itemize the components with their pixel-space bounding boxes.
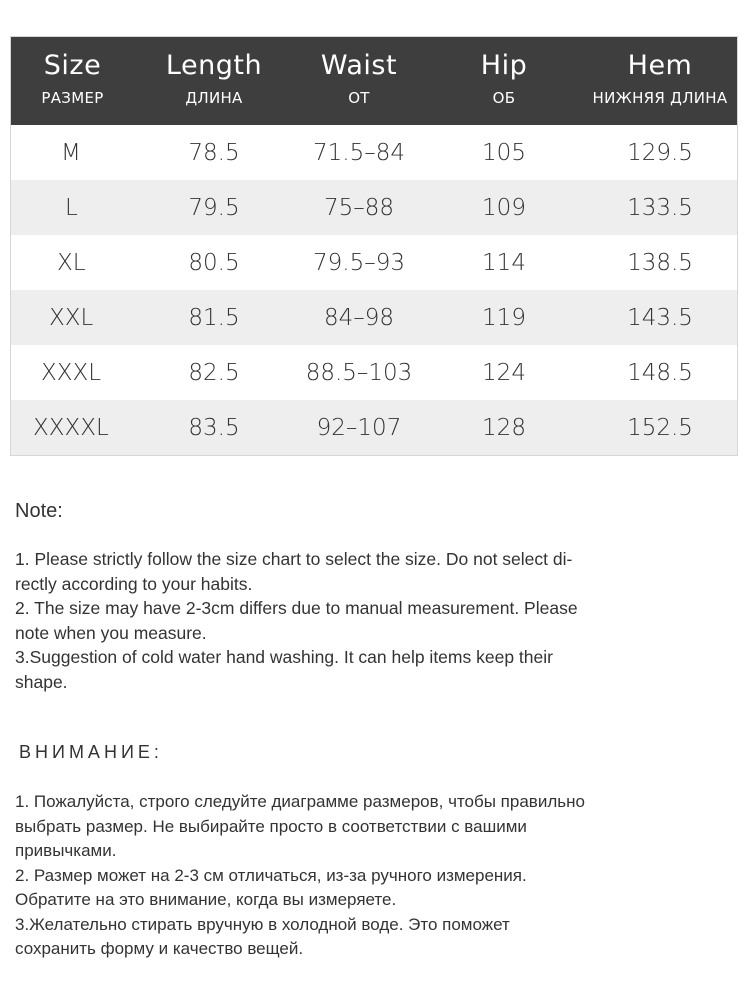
ru-note-line: Обратите на это внимание, когда вы измеряете.: [15, 890, 397, 909]
hem-cell: 148.5: [627, 359, 693, 386]
header-label-en: Waist: [320, 50, 398, 81]
ru-note-line: 2. Размер может на 2-3 см отличаться, из-за ручного измерения.: [15, 865, 527, 885]
hem-cell: 133.5: [627, 194, 693, 221]
waist-cell: 88.5–103: [305, 359, 413, 386]
length-cell: 83.5: [188, 414, 240, 441]
hem-cell: 143.5: [627, 304, 693, 331]
length-cell: 79.5: [188, 194, 240, 221]
ru-note-body: [15, 790, 730, 962]
size-cell: XXL: [49, 304, 94, 331]
header-label-ru: ОТ: [348, 89, 370, 107]
table-row: [11, 235, 737, 290]
ru-note-line: 1. Пожалуйста, строго следуйте диаграмме размеров, чтобы правильно: [15, 792, 585, 811]
header-label-en: Hip: [480, 50, 528, 81]
table-row: [11, 290, 737, 345]
waist-cell: 79.5–93: [313, 249, 405, 276]
header-label-ru: ОБ: [492, 89, 516, 107]
length-cell: 81.5: [188, 304, 240, 331]
hem-cell: 129.5: [627, 139, 693, 166]
note-line: 3.Suggestion of cold water hand washing. It can help items keep their: [15, 647, 553, 667]
hip-cell: 124: [482, 359, 526, 386]
header-hem: [584, 37, 736, 125]
header-size: [11, 37, 134, 125]
ru-note-line: сохранить форму и качество вещей.: [15, 939, 304, 958]
length-cell: 82.5: [188, 359, 240, 386]
header-waist: [294, 37, 424, 125]
table-row: [11, 125, 737, 180]
russian-note: [15, 742, 730, 962]
ru-note-title: ВНИМАНИЕ:: [19, 742, 163, 762]
table-header: [11, 37, 737, 125]
header-label-en: Length: [165, 50, 263, 81]
waist-cell: 84–98: [323, 304, 395, 331]
note-body: [15, 547, 730, 694]
header-label-ru: РАЗМЕР: [41, 89, 104, 107]
note-line: note when you measure.: [15, 622, 207, 643]
waist-cell: 75–88: [323, 194, 395, 221]
size-cell: XL: [57, 249, 86, 276]
size-cell: M: [61, 139, 81, 166]
table-row: [11, 345, 737, 400]
length-cell: 80.5: [188, 249, 240, 276]
note-line: shape.: [15, 671, 68, 692]
hip-cell: 105: [482, 139, 526, 166]
hip-cell: 114: [482, 249, 526, 276]
note-line: 1. Please strictly follow the size chart to select the size. Do not select di-: [15, 549, 573, 569]
waist-cell: 92–107: [316, 414, 402, 441]
ru-note-line: привычками.: [15, 841, 117, 860]
header-hip: [424, 37, 584, 125]
ru-note-line: 3.Желательно стирать вручную в холодной воде. Это поможет: [15, 914, 510, 934]
size-cell: XXXL: [41, 359, 102, 386]
ru-note-line: выбрать размер. Не выбирайте просто в соответствии с вашими: [15, 816, 527, 836]
hip-cell: 109: [482, 194, 526, 221]
table-row: [11, 180, 737, 235]
size-cell: XXXXL: [33, 414, 109, 441]
header-label-ru: ДЛИНА: [185, 89, 243, 107]
note-title: Note:: [15, 500, 63, 522]
waist-cell: 71.5–84: [313, 139, 405, 166]
header-label-en: Size: [43, 50, 102, 81]
hem-cell: 138.5: [627, 249, 693, 276]
size-chart-table: [10, 36, 738, 456]
note-line: 2. The size may have 2-3cm differs due to manual measurement. Please: [15, 598, 578, 618]
hip-cell: 128: [482, 414, 526, 441]
header-label-en: Hem: [627, 50, 693, 81]
english-note: [15, 500, 730, 694]
size-cell: L: [65, 194, 78, 221]
header-label-ru: НИЖНЯЯ ДЛИНА: [592, 89, 728, 107]
hem-cell: 152.5: [627, 414, 693, 441]
header-length: [134, 37, 294, 125]
table-row: [11, 400, 737, 455]
note-line: rectly according to your habits.: [15, 573, 253, 594]
length-cell: 78.5: [188, 139, 240, 166]
hip-cell: 119: [482, 304, 526, 331]
